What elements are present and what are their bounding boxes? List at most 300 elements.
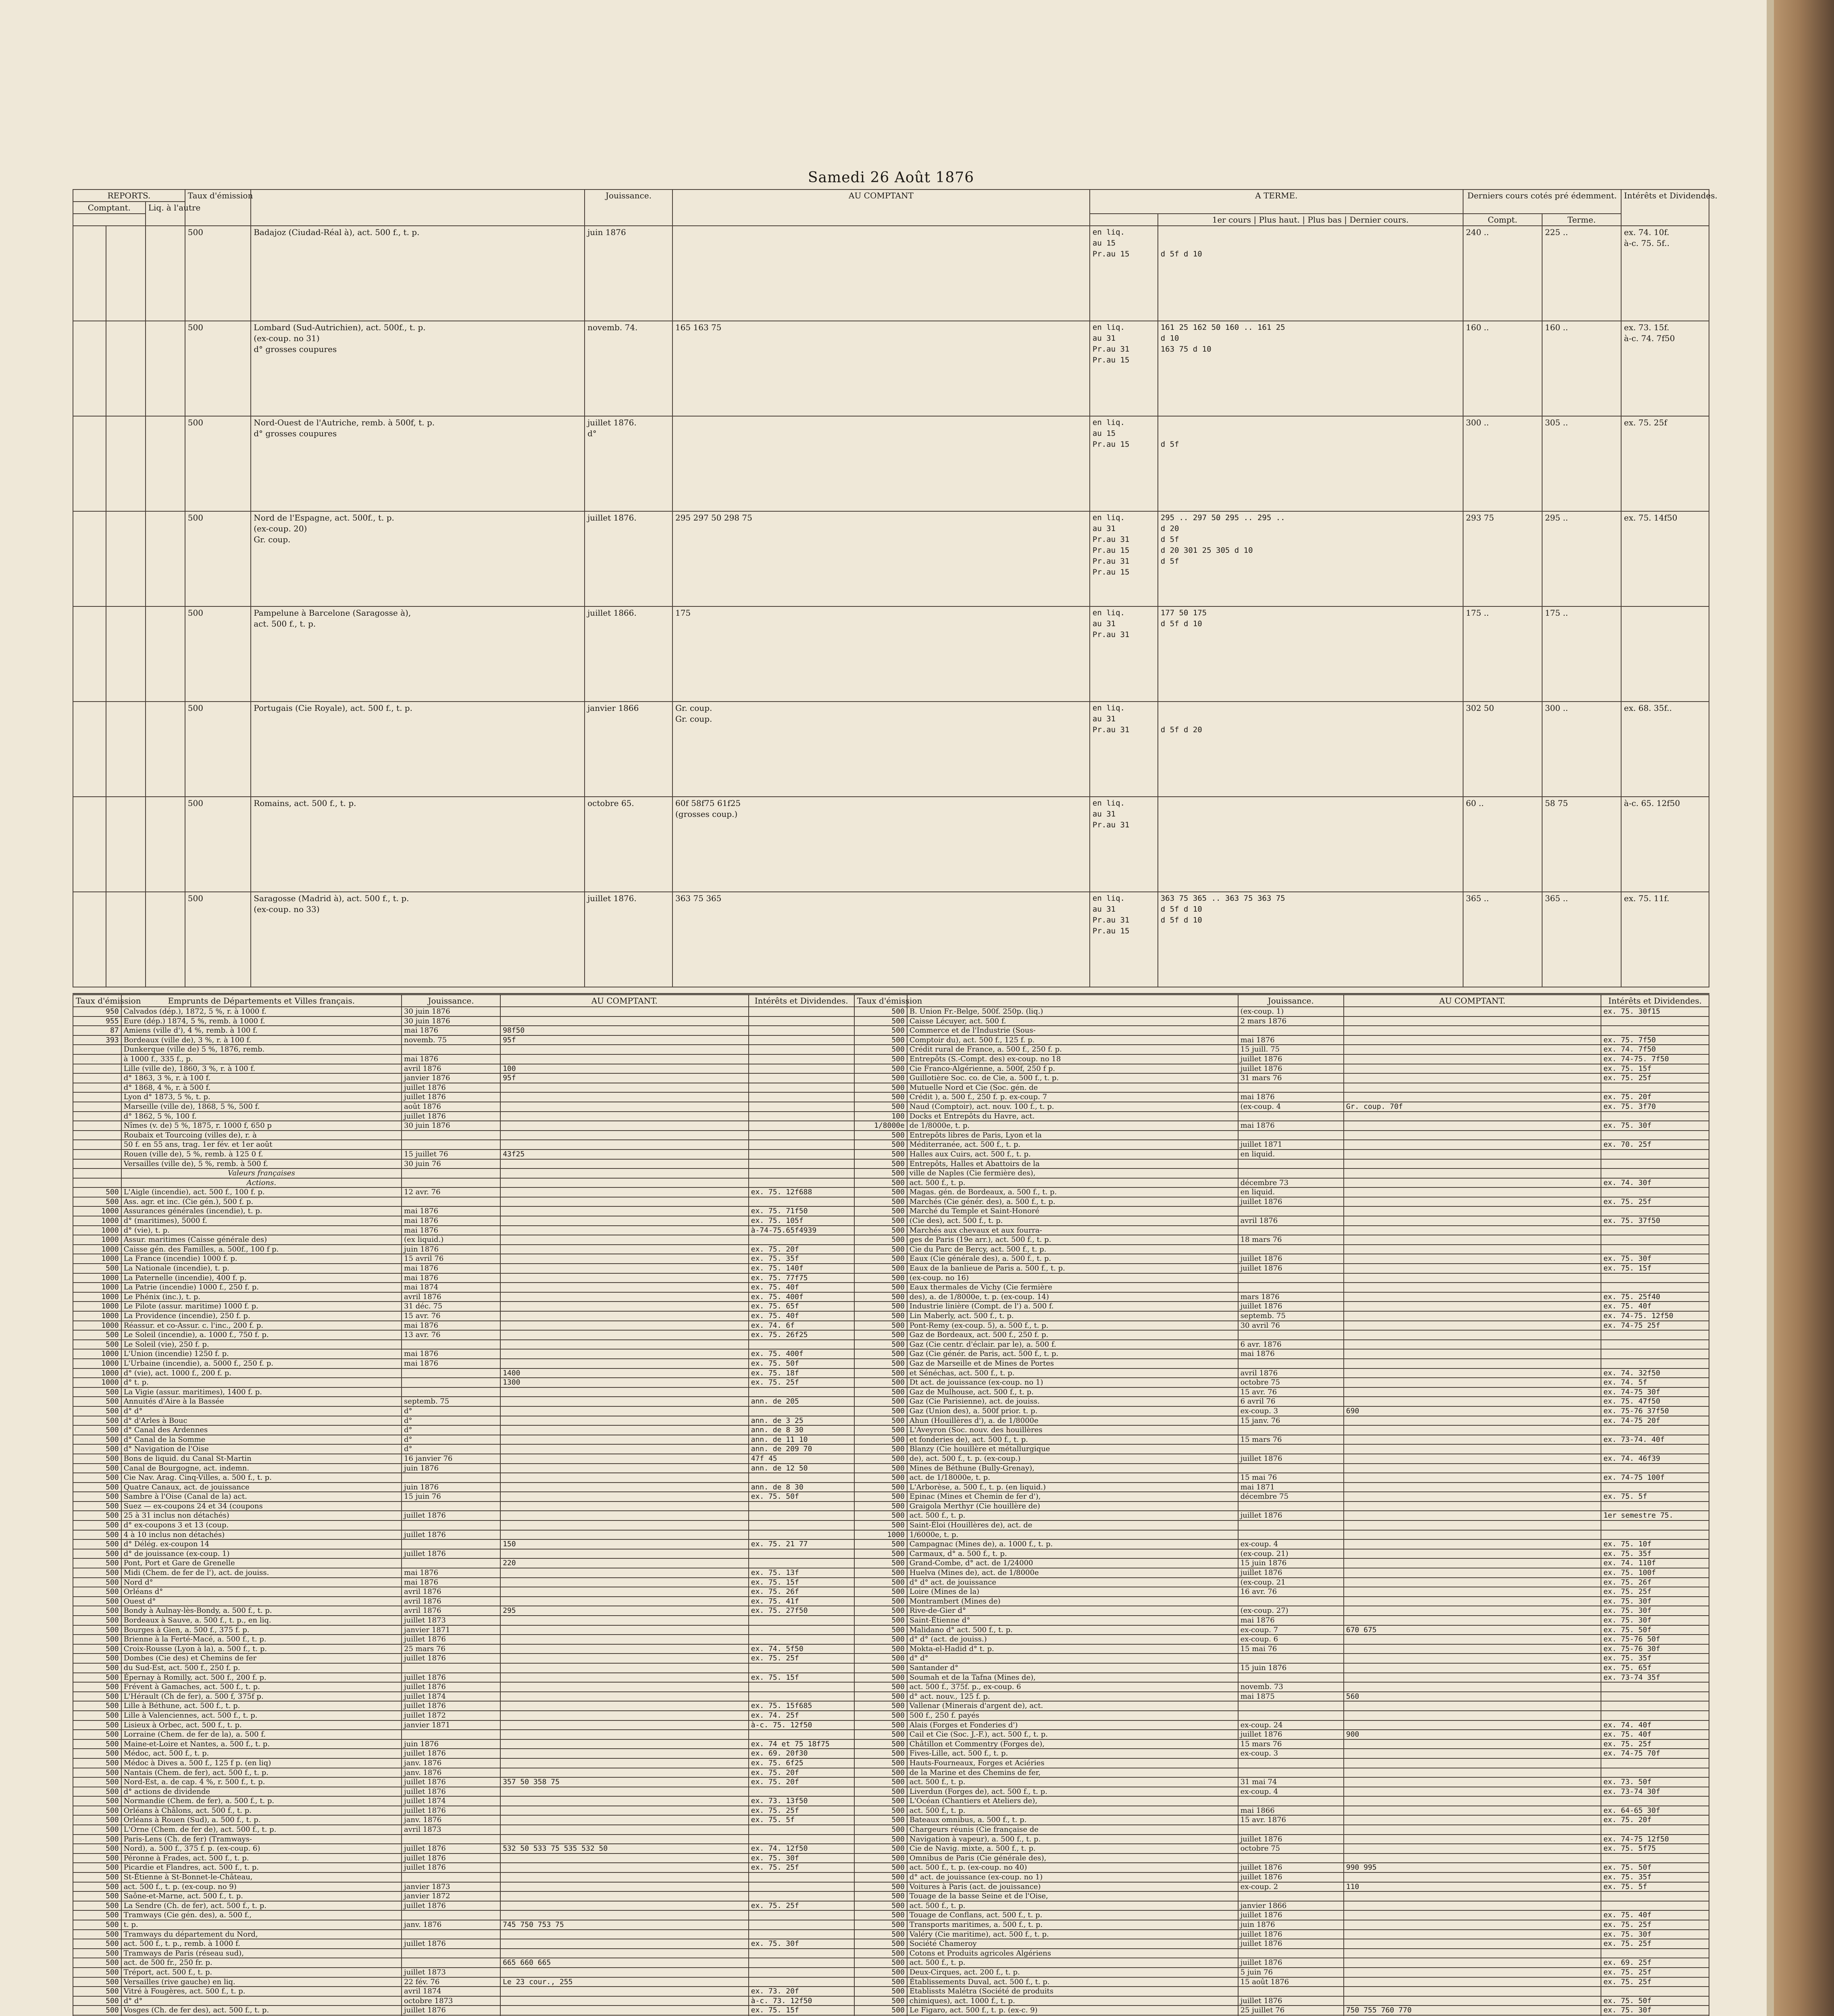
left-security-name: 25 à 31 inclus non détachés) [121,1511,402,1520]
listing-row [73,1483,1709,1492]
right-security-name: Entrepôts libres de Paris, Lyon et la [907,1131,1238,1140]
taux-cell: 500 [185,321,251,416]
left-interets-cell: ex. 75. 13f [749,1568,854,1578]
listing-row [73,1539,1709,1549]
left-taux-cell: 500 [73,1806,121,1816]
prev-terme-cell: 175 .. [1542,606,1621,702]
listing-row [73,1815,1709,1825]
left-interets-cell [749,1502,854,1511]
left-taux-cell: 500 [73,1539,121,1549]
right-jouissance-cell: juillet 1876 [1238,1264,1344,1273]
report-comptant-b [106,226,146,321]
right-interets-cell [1601,1796,1709,1806]
terme-values: 161 25 162 50 160 .. 161 25 d 10 163 75 d 10 [1158,321,1463,416]
left-interets-cell: 47f 45 [749,1454,854,1464]
left-security-name: La Sendre (Ch. de fer), act. 500 f., t. p. [121,1901,402,1911]
right-security-name: Huelva (Mines de), act. de 1/8000e [907,1568,1238,1578]
left-jouissance-cell: janv. 1876 [402,1768,500,1778]
right-security-name: Loire (Mines de la) [907,1587,1238,1597]
left-jouissance-cell: juillet 1876 [402,1901,500,1911]
right-taux-cell: 500 [854,1758,907,1768]
right-interets-cell [1601,1711,1709,1720]
left-interets-cell [749,1730,854,1739]
listing-row [73,1387,1709,1397]
top-header-row-1 [73,190,1709,202]
right-interets-cell: ex. 74-75 70f [1601,1749,1709,1758]
left-taux-cell: 500 [73,1720,121,1730]
right-jouissance-cell [1238,1359,1344,1368]
left-interets-cell: ex. 75. 40f [749,1283,854,1292]
listing-row [73,1092,1709,1102]
left-jouissance-cell: juillet 1876 [402,1654,500,1663]
right-jouissance-cell: avril 1876 [1238,1368,1344,1378]
left-comptant-cell [500,2006,749,2015]
left-jouissance-cell: juillet 1876 [402,1511,500,1520]
left-security-name: Tramways (Cie gén. des), a. 500 f., [121,1910,402,1920]
left-taux-cell: 500 [73,1502,121,1511]
left-security-name: Midi (Chem. de fer de l'), act. de jouiss. [121,1568,402,1578]
terme-values: 177 50 175 d 5f d 10 [1158,606,1463,702]
left-taux-cell: 500 [73,2006,121,2015]
right-jouissance-cell [1238,1701,1344,1711]
left-jouissance-cell [402,1872,500,1882]
right-taux-cell: 500 [854,1806,907,1816]
right-jouissance-cell: juillet 1876 [1238,1511,1344,1520]
report-comptant-a [73,511,106,606]
right-comptant-cell [1344,1958,1601,1968]
right-security-name: Omnibus de Paris (Cie générale des), [907,1854,1238,1863]
left-jouissance-cell: 30 juin 1876 [402,1016,500,1026]
listing-row [73,1121,1709,1131]
right-comptant-cell [1344,1796,1601,1806]
compt-header: Compt. [1463,214,1542,226]
left-interets-cell: ex. 75. 18f [749,1368,854,1378]
right-taux-cell: 500 [854,1958,907,1968]
right-security-name: Cail et Cie (Soc. J.-F.), act. 500 f., t. p. [907,1730,1238,1739]
right-taux-cell: 500 [854,1891,907,1901]
right-interets-cell: ex. 75. 7f50 [1601,1035,1709,1045]
left-interets-cell [749,1787,854,1797]
right-jouissance-cell: mars 1876 [1238,1292,1344,1302]
left-interets-cell [749,1968,854,1977]
right-jouissance-cell: ex-coup. 4 [1238,1539,1344,1549]
right-comptant-cell [1344,1749,1601,1758]
left-interets-cell: à-c. 73. 12f50 [749,1996,854,2006]
left-taux-cell: 500 [73,1901,121,1911]
right-taux-cell: 500 [854,1435,907,1445]
prev-comptant-cell: 300 .. [1463,416,1542,511]
left-jouissance-cell: d° [402,1425,500,1435]
left-comptant-cell [500,1321,749,1331]
left-interets-cell: ann. de 12 50 [749,1464,854,1473]
left-interets-cell: ex. 75. 41f [749,1597,854,1606]
right-taux-cell: 500 [854,1368,907,1378]
right-security-name: act. 500 f., t. p. [907,1178,1238,1188]
left-interets-cell: ex. 74. 25f [749,1711,854,1720]
listing-row [73,1187,1709,1197]
left-comptant-cell [500,1663,749,1673]
left-security-name: Nord d° [121,1578,402,1587]
left-security-name: Canal de Bourgogne, act. indemn. [121,1464,402,1473]
left-interets-cell: ex. 69. 20f30 [749,1749,854,1758]
right-security-name: Industrie linière (Compt. de l') a. 500 f. [907,1302,1238,1311]
left-interets-cell: ex. 74. 12f50 [749,1844,854,1854]
left-taux-cell: 1000 [73,1311,121,1321]
right-comptant-cell [1344,1026,1601,1035]
left-taux-cell: 500 [73,1520,121,1530]
right-comptant-cell [1344,1920,1601,1930]
right-interets-cell [1601,1206,1709,1216]
right-comptant-cell [1344,1131,1601,1140]
right-comptant-cell [1344,1597,1601,1606]
left-security-name: d° d° [121,1996,402,2006]
left-security-name: Péronne à Frades, act. 500 f., t. p. [121,1854,402,1863]
right-security-name: Gaz (Union des), a. 500f prior. t. p. [907,1406,1238,1416]
left-security-name: La Vigie (assur. maritimes), 1400 f. p. [121,1387,402,1397]
right-comptant-cell: 670 675 [1344,1625,1601,1635]
left-security-name: d° 1863, 3 %, r. à 100 f. [121,1073,402,1083]
right-interets-cell: ex. 70. 25f [1601,1140,1709,1150]
right-security-name: Gaz (Cie génér. de Paris, act. 500 f., t. p. [907,1349,1238,1359]
right-jouissance-cell [1238,1530,1344,1540]
right-interets-cell [1601,1987,1709,1996]
left-jouissance-cell: juin 1876 [402,1245,500,1254]
right-interets-cell: ex. 75. 25f [1601,1587,1709,1597]
comptant-cell [672,226,1090,321]
left-taux-cell: 500 [73,1882,121,1892]
left-security-name: d° (maritimes), 5000 f. [121,1216,402,1226]
terme-header: Terme. [1542,214,1621,226]
au-comptant-header: AU COMPTANT [672,190,1090,226]
left-security-name: 4 à 10 inclus non détachés) [121,1530,402,1540]
left-taux-cell: 500 [73,1749,121,1758]
left-jouissance-cell: mai 1876 [402,1054,500,1064]
railway-row [73,511,1709,606]
left-interets-cell [749,1073,854,1083]
right-comptant-cell [1344,1349,1601,1359]
right-comptant-cell: 110 [1344,1882,1601,1892]
listing-row [73,1654,1709,1663]
left-title-header: Emprunts de Départements et Villes français. [121,994,402,1007]
left-jouissance-cell: d° [402,1406,500,1416]
left-comptant-cell [500,1254,749,1264]
report-comptant-a [73,606,106,702]
listing-row [73,1958,1709,1968]
left-interets-cell: ex. 75. 30f [749,1854,854,1863]
terme-labels: en liq. au 15 Pr.au 15 [1090,416,1158,511]
right-jouissance-cell: 5 juin 76 [1238,1968,1344,1977]
right-taux-cell: 500 [854,1739,907,1749]
left-jouissance-header: Jouissance. [402,994,500,1007]
right-jouissance-cell: 18 mars 76 [1238,1235,1344,1245]
right-security-name: Touage de Conflans, act. 500 f., t. p. [907,1910,1238,1920]
left-taux-cell: 500 [73,1625,121,1635]
right-interets-cell [1601,1340,1709,1350]
left-comptant-cell [500,1197,749,1207]
left-taux-cell: 500 [73,1958,121,1968]
left-security-name: L'Aigle (incendie), act. 500 f., 100 f. p. [121,1187,402,1197]
right-taux-cell: 500 [854,1349,907,1359]
left-taux-cell: 500 [73,1987,121,1996]
right-jouissance-cell: novemb. 73 [1238,1682,1344,1692]
left-security-name: d° actions de dividende [121,1787,402,1797]
left-security-name: La France (incendie) 1000 f. p. [121,1254,402,1264]
left-comptant-cell [500,1330,749,1340]
right-jouissance-cell: 15 janv. 76 [1238,1416,1344,1426]
left-comptant-cell: Le 23 cour., 255 [500,1977,749,1987]
left-security-name: Dombes (Cie des) et Chemins de fer [121,1654,402,1663]
right-comptant-header: AU COMPTANT. [1344,994,1601,1007]
right-interets-cell: ex. 74. 7f50 [1601,1045,1709,1054]
left-comptant-cell [500,1616,749,1625]
left-taux-cell: 500 [73,1397,121,1406]
right-taux-cell: 500 [854,1016,907,1026]
left-security-name: 50 f. en 55 ans, trag. 1er fév. et 1er août [121,1140,402,1150]
left-comptant-cell [500,1492,749,1502]
left-comptant-cell: 532 50 533 75 535 532 50 [500,1844,749,1854]
left-taux-cell: 500 [73,1340,121,1350]
left-comptant-cell [500,1311,749,1321]
left-taux-cell: 393 [73,1035,121,1045]
right-comptant-cell [1344,1511,1601,1520]
right-interets-cell [1601,1026,1709,1035]
right-interets-cell: ex. 75. 3f70 [1601,1102,1709,1112]
right-jouissance-cell: ex-coup. 3 [1238,1749,1344,1758]
taux-cell: 500 [185,892,251,987]
prev-comptant-cell: 160 .. [1463,321,1542,416]
left-comptant-cell [500,1863,749,1872]
right-comptant-cell [1344,1245,1601,1254]
right-taux-cell: 500 [854,1454,907,1464]
left-security-name: Rouen (ville de), 5 %, remb. à 125 0 f. [121,1150,402,1159]
right-jouissance-cell [1238,1854,1344,1863]
left-jouissance-cell: mai 1876 [402,1216,500,1226]
left-jouissance-cell: juillet 1873 [402,1616,500,1625]
listing-row [73,1311,1709,1321]
right-jouissance-cell: ex-coup. 2 [1238,1882,1344,1892]
left-jouissance-cell [402,1663,500,1673]
left-jouissance-cell: mai 1876 [402,1349,500,1359]
listing-row [73,1054,1709,1064]
left-jouissance-cell [402,1730,500,1739]
listing-row [73,1520,1709,1530]
right-comptant-cell [1344,1378,1601,1387]
left-comptant-cell [500,1758,749,1768]
left-interets-cell [749,1178,854,1188]
right-jouissance-cell: juillet 1876 [1238,1302,1344,1311]
right-jouissance-cell: 31 mai 74 [1238,1777,1344,1787]
left-taux-cell: 500 [73,1492,121,1502]
right-security-name: act. 500 f., 375f. p., ex-coup. 6 [907,1682,1238,1692]
jouissance-cell: juillet 1876. [585,892,672,987]
left-security-name: Annuités d'Aire à la Bassée [121,1397,402,1406]
listing-row [73,1739,1709,1749]
listing-row [73,1854,1709,1863]
right-interets-cell: ex. 75. 30f [1601,1606,1709,1616]
right-comptant-cell [1344,1064,1601,1074]
listing-row [73,1625,1709,1635]
left-interets-cell: ann. de 8 30 [749,1425,854,1435]
right-security-name: Valéry (Cie maritime), act. 500 f., t. p. [907,1930,1238,1939]
listing-row [73,1197,1709,1207]
interets-cell [1621,606,1709,702]
right-taux-cell: 500 [854,1711,907,1720]
left-jouissance-cell: juillet 1874 [402,1692,500,1702]
right-jouissance-cell: ex-coup. 6 [1238,1635,1344,1644]
left-comptant-cell [500,1387,749,1397]
left-security-name: Bordeaux à Sauve, a. 500 f., t. p., en liq. [121,1616,402,1625]
right-interets-cell: ex. 75. 25f40 [1601,1292,1709,1302]
jouissance-header: Jouissance. [585,190,672,226]
report-comptant-b [106,606,146,702]
comptant-cell: 295 297 50 298 75 [672,511,1090,606]
left-comptant-cell [500,1283,749,1292]
terme-labels: en liq. au 31 Pr.au 31 Pr.au 15 [1090,892,1158,987]
right-security-name: Chargeurs réunis (Cie française de [907,1825,1238,1835]
left-taux-cell [73,1064,121,1074]
right-security-name: Montrambert (Mines de) [907,1597,1238,1606]
right-jouissance-cell [1238,1112,1344,1121]
right-interets-cell: ex. 74-75 30f [1601,1387,1709,1397]
right-comptant-cell [1344,1996,1601,2006]
left-taux-cell: 1000 [73,1349,121,1359]
left-security-name: Croix-Rousse (Lyon à la), a. 500 f., t. p. [121,1644,402,1654]
right-taux-cell: 500 [854,1787,907,1797]
right-jouissance-cell: octobre 75 [1238,1378,1344,1387]
left-interets-cell: à-74-75.65f4939 [749,1226,854,1235]
left-interets-cell [749,1930,854,1939]
left-interets-cell [749,1663,854,1673]
left-comptant-cell [500,1121,749,1131]
left-taux-cell [73,1054,121,1064]
report-comptant-b [106,511,146,606]
interets-cell: à-c. 65. 12f50 [1621,797,1709,892]
right-interets-cell: ex. 75. 50f [1601,1625,1709,1635]
right-comptant-cell [1344,1977,1601,1987]
right-comptant-cell [1344,1150,1601,1159]
right-interets-cell: ex. 75. 25f [1601,1739,1709,1749]
right-comptant-cell [1344,1235,1601,1245]
left-taux-cell: 500 [73,1701,121,1711]
listing-row [73,1597,1709,1606]
left-interets-cell: ex. 75. 15f [749,1578,854,1587]
listing-row [73,1530,1709,1540]
left-taux-cell: 500 [73,1844,121,1854]
right-interets-cell: ex. 74. 30f [1601,1178,1709,1188]
right-interets-cell [1601,1692,1709,1702]
left-jouissance-cell: juillet 1876 [402,1083,500,1093]
left-jouissance-cell: juillet 1872 [402,1711,500,1720]
right-interets-cell: ex. 75. 30f [1601,2006,1709,2015]
listing-row [73,1939,1709,1949]
right-interets-cell: ex. 73-74 30f [1601,1787,1709,1797]
left-security-name: Marseille (ville de), 1868, 5 %, 500 f. [121,1102,402,1112]
right-taux-cell: 500 [854,1692,907,1702]
left-jouissance-cell: janvier 1873 [402,1882,500,1892]
report-liq [146,321,185,416]
right-taux-cell: 500 [854,1425,907,1435]
right-interets-cell: 1er semestre 75. [1601,1511,1709,1520]
right-comptant-cell [1344,1045,1601,1054]
right-taux-cell: 500 [854,1054,907,1064]
terme-labels: en liq. au 15 Pr.au 15 [1090,226,1158,321]
left-jouissance-cell [402,1502,500,1511]
right-comptant-cell [1344,1835,1601,1844]
left-security-name: L'Hérault (Ch de fer), a. 500 f, 375f p. [121,1692,402,1702]
right-interets-cell: ex. 75. 15f [1601,1264,1709,1273]
listing-row [73,1349,1709,1359]
right-taux-cell: 500 [854,1939,907,1949]
left-security-name: Assur. maritimes (Caisse générale des) [121,1235,402,1245]
left-comptant-cell: 357 50 358 75 [500,1777,749,1787]
left-interets-cell [749,1045,854,1054]
right-security-name: Docks et Entrepôts du Havre, act. [907,1112,1238,1121]
left-taux-cell: 1000 [73,1226,121,1235]
listing-row [73,1330,1709,1340]
right-jouissance-cell: mai 1876 [1238,1092,1344,1102]
right-interets-cell: ex. 75. 47f50 [1601,1397,1709,1406]
listing-row [73,1930,1709,1939]
left-comptant-cell [500,1245,749,1254]
left-taux-cell: 500 [73,1387,121,1397]
left-jouissance-cell [402,1930,500,1939]
right-security-name: Marché du Temple et Saint-Honoré [907,1206,1238,1216]
right-taux-cell: 500 [854,1045,907,1054]
left-jouissance-cell: janv. 1876 [402,1815,500,1825]
terme-labels: en liq. au 31 Pr.au 31 Pr.au 15 [1090,321,1158,416]
left-taux-cell: 950 [73,1007,121,1016]
right-taux-cell: 500 [854,2006,907,2015]
right-security-name: Voitures à Paris (act. de jouissance) [907,1882,1238,1892]
right-interets-cell: ex. 75-76 30f [1601,1644,1709,1654]
listing-row [73,1454,1709,1464]
right-jouissance-cell: juillet 1876 [1238,1064,1344,1074]
left-security-name: act. de 500 fr., 250 fr. p. [121,1958,402,1968]
right-taux-cell: 500 [854,1073,907,1083]
listing-row [73,1863,1709,1872]
right-comptant-cell [1344,1035,1601,1045]
left-security-name: Caisse gén. des Familles, a. 500f., 100 f p. [121,1245,402,1254]
report-comptant-b [106,416,146,511]
left-comptant-cell [500,1549,749,1559]
right-taux-cell: 500 [854,1083,907,1093]
comptant-cell: Gr. coup. Gr. coup. [672,702,1090,797]
left-security-name: Cie Nav. Arag. Cinq-Villes, a. 500 f., t. p. [121,1473,402,1483]
right-comptant-cell: 990 995 [1344,1863,1601,1872]
right-security-name: ville de Naples (Cie fermière des), [907,1168,1238,1178]
left-security-name: Le Soleil (vie), 250 f. p. [121,1340,402,1350]
left-comptant-cell [500,1701,749,1711]
right-security-name: Lin Maberly, act. 500 f., t. p. [907,1311,1238,1321]
right-jouissance-cell: juillet 1876 [1238,1930,1344,1939]
right-comptant-cell [1344,1939,1601,1949]
left-interets-header: Intérêts et Dividendes. [749,994,854,1007]
listing-row [73,1007,1709,1016]
right-security-name: d° act. de jouissance (ex-coup. no 1) [907,1872,1238,1882]
left-taux-cell: 500 [73,1606,121,1616]
left-interets-cell [749,1083,854,1093]
right-comptant-cell [1344,1502,1601,1511]
left-interets-cell: ex. 75. 15f [749,2006,854,2015]
right-security-name: d° d° [907,1654,1238,1663]
left-interets-cell [749,1625,854,1635]
left-taux-cell: 500 [73,1187,121,1197]
left-security-name: L'Union (incendie) 1250 f. p. [121,1349,402,1359]
listing-row [73,1606,1709,1616]
right-security-name: Établissements Duval, act. 500 f., t. p. [907,1977,1238,1987]
right-comptant-cell [1344,1815,1601,1825]
right-interets-cell [1601,1825,1709,1835]
